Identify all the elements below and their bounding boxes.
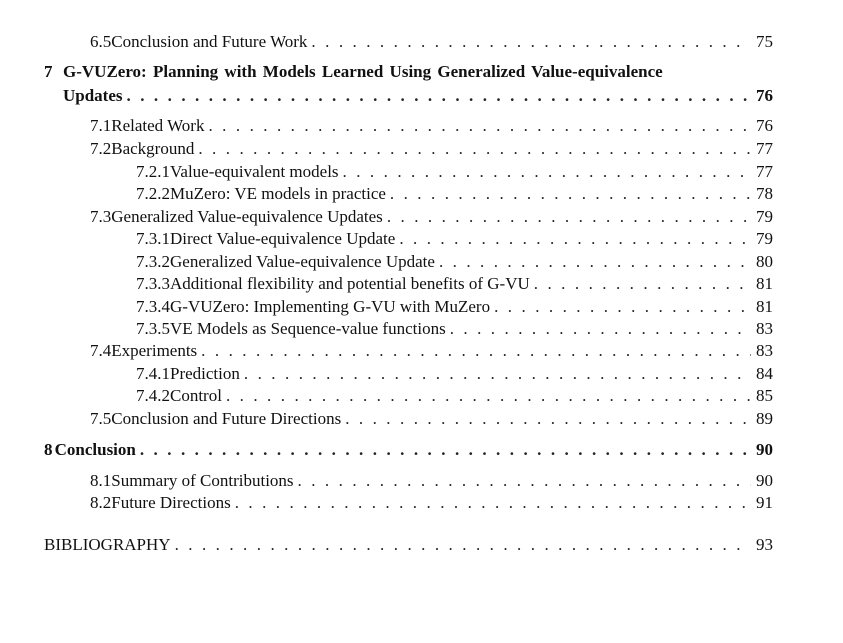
page-number: 84	[756, 364, 773, 383]
page-number: 78	[756, 184, 773, 203]
page-number: 80	[756, 252, 773, 271]
section-title: Conclusion and Future Work	[111, 32, 308, 51]
subsection-title: Prediction	[170, 364, 240, 383]
subsection-title: Additional flexibility and potential benefits of G-VU	[170, 274, 530, 293]
page-number: 76	[756, 116, 773, 135]
page-number: 76	[756, 86, 773, 105]
page-number: 89	[756, 409, 773, 428]
section-title: Generalized Value-equivalence Updates	[111, 207, 383, 226]
dot-leader	[222, 386, 751, 406]
chapter-title: G-VUZero: Planning with Models Learned Using Generalized Value-equivalence	[63, 62, 663, 81]
toc-entry-bibliography[interactable]	[44, 535, 773, 555]
toc-entry-chapter-7-line2[interactable]	[63, 86, 773, 106]
toc-entry-7-4[interactable]	[90, 341, 773, 361]
toc-entry-7-1[interactable]	[90, 116, 773, 136]
toc-entry-7-4-2[interactable]	[136, 386, 773, 406]
section-number: 7.2	[90, 139, 112, 158]
subsection-title: Control	[170, 386, 222, 405]
toc-entry-7-2-2[interactable]	[136, 184, 773, 204]
dot-leader	[490, 297, 751, 317]
subsection-number: 7.3.4	[136, 297, 170, 316]
toc-entry-7-3-2[interactable]	[136, 252, 773, 272]
subsection-title: Direct Value-equivalence Update	[170, 229, 396, 248]
page-number: 83	[756, 341, 773, 360]
section-title: Related Work	[111, 116, 205, 135]
section-number: 7.4	[90, 341, 112, 360]
dot-leader	[383, 207, 751, 227]
toc-entry-6-5[interactable]	[90, 32, 773, 52]
toc-entry-chapter-7-line1[interactable]	[44, 62, 663, 82]
dot-leader	[386, 184, 751, 204]
toc-entry-7-3-1[interactable]	[136, 229, 773, 249]
dot-leader	[339, 162, 751, 182]
bibliography-title: BIBLIOGRAPHY	[44, 535, 171, 554]
dot-leader	[171, 535, 751, 555]
section-number: 7.1	[90, 116, 112, 135]
subsection-number: 7.3.2	[136, 252, 170, 271]
dot-leader	[231, 493, 751, 513]
dot-leader	[123, 86, 751, 106]
section-title: Experiments	[111, 341, 198, 360]
subsection-number: 7.4.2	[136, 386, 170, 405]
subsection-number: 7.2.1	[136, 162, 170, 181]
toc-entry-8-2[interactable]	[90, 493, 773, 513]
subsection-number: 7.3.1	[136, 229, 170, 248]
page-number: 75	[756, 32, 773, 51]
section-number: 6.5	[90, 32, 112, 51]
section-title: Summary of Contributions	[111, 471, 294, 490]
section-number: 7.3	[90, 207, 112, 226]
subsection-title: Value-equivalent models	[170, 162, 339, 181]
dot-leader	[307, 32, 751, 52]
subsection-number: 7.2.2	[136, 184, 170, 203]
toc-entry-7-3-5[interactable]	[136, 319, 773, 339]
toc-entry-7-5[interactable]	[90, 409, 773, 429]
page-number: 77	[756, 139, 773, 158]
toc-entry-8-1[interactable]	[90, 471, 773, 491]
dot-leader	[435, 252, 751, 272]
toc-entry-7-3-3[interactable]	[136, 274, 773, 294]
section-title: Future Directions	[111, 493, 231, 512]
subsection-number: 7.3.3	[136, 274, 170, 293]
subsection-number: 7.4.1	[136, 364, 170, 383]
page-number: 90	[756, 440, 773, 459]
page-number: 85	[756, 386, 773, 405]
dot-leader	[341, 409, 751, 429]
toc-entry-7-3-4[interactable]	[136, 297, 773, 317]
chapter-title: Conclusion	[54, 440, 136, 459]
page-number: 81	[756, 297, 773, 316]
dot-leader	[294, 471, 751, 491]
page-number: 93	[756, 535, 773, 554]
toc-entry-7-2-1[interactable]	[136, 162, 773, 182]
section-number: 8.1	[90, 471, 112, 490]
dot-leader	[530, 274, 751, 294]
section-number: 7.5	[90, 409, 112, 428]
subsection-title: MuZero: VE models in practice	[170, 184, 386, 203]
subsection-title: VE Models as Sequence-value functions	[170, 319, 446, 338]
subsection-title: Generalized Value-equivalence Update	[170, 252, 435, 271]
section-number: 8.2	[90, 493, 112, 512]
dot-leader	[395, 229, 751, 249]
page-number: 79	[756, 229, 773, 248]
chapter-title-continued: Updates	[63, 86, 123, 105]
dot-leader	[240, 364, 751, 384]
section-title: Background	[111, 139, 195, 158]
page-number: 77	[756, 162, 773, 181]
chapter-number: 8	[44, 440, 53, 459]
dot-leader	[204, 116, 751, 136]
section-title: Conclusion and Future Directions	[111, 409, 342, 428]
page-number: 79	[756, 207, 773, 226]
toc-entry-7-2[interactable]	[90, 139, 773, 159]
dot-leader	[136, 440, 751, 460]
toc-entry-7-3[interactable]	[90, 207, 773, 227]
chapter-number: 7	[44, 62, 53, 81]
page-number: 83	[756, 319, 773, 338]
toc-entry-chapter-8[interactable]	[44, 440, 773, 460]
page-number: 90	[756, 471, 773, 490]
toc-entry-7-4-1[interactable]	[136, 364, 773, 384]
subsection-number: 7.3.5	[136, 319, 170, 338]
page-number: 81	[756, 274, 773, 293]
dot-leader	[446, 319, 751, 339]
dot-leader	[197, 341, 751, 361]
page-number: 91	[756, 493, 773, 512]
dot-leader	[194, 139, 751, 159]
subsection-title: G-VUZero: Implementing G-VU with MuZero	[170, 297, 491, 316]
